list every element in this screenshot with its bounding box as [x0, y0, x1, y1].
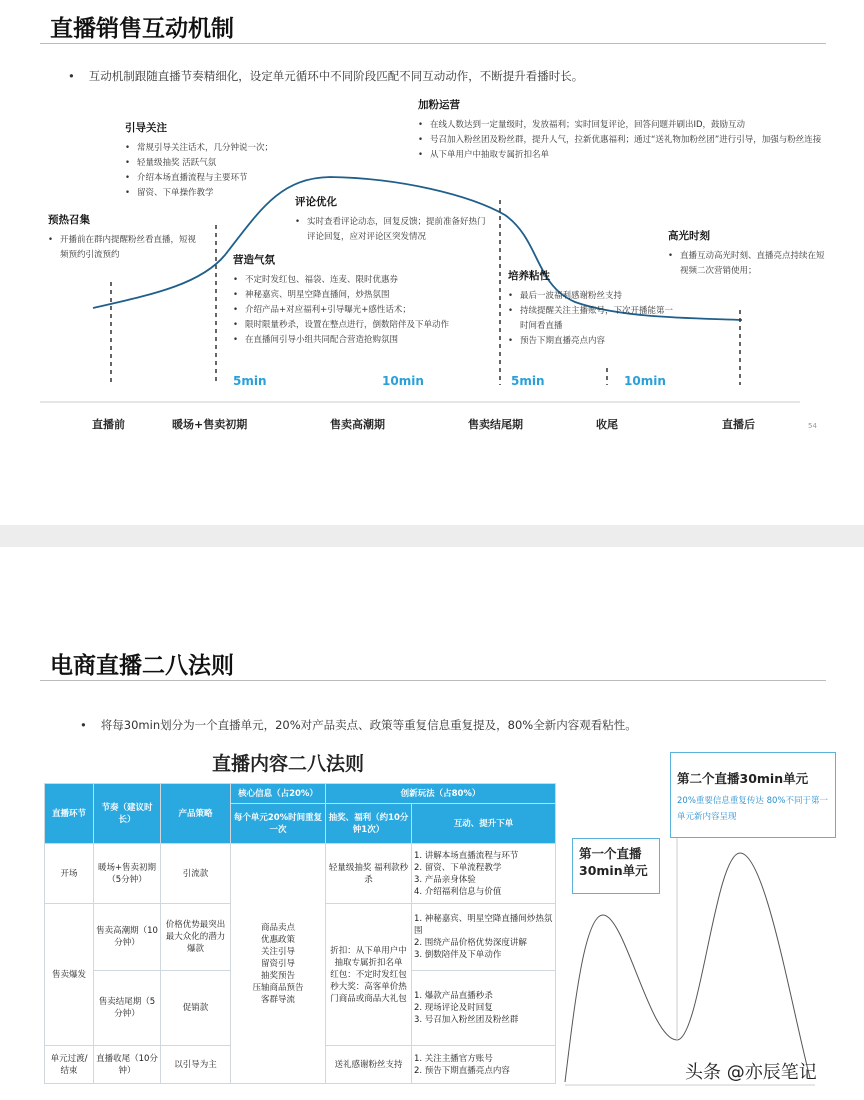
list-item: • 持续提醒关注主播账号，下次开播能第一时间看直播 [508, 304, 678, 334]
page-number: 54 [808, 422, 817, 430]
stage-label: 售卖高潮期 [330, 418, 385, 431]
section-title: 营造气氛 [233, 254, 275, 266]
list-item: • 实时查看评论动态，回复反馈；提前准备好热门评论回复，应对评论区突发情况 [295, 215, 490, 245]
cell: 售卖高潮期（10分钟） [94, 904, 161, 971]
duration-label: 5min [233, 374, 267, 388]
list-item: • 从下单用户中抽取专属折扣名单 [418, 148, 828, 163]
list-item: • 预告下期直播亮点内容 [508, 334, 678, 349]
stage-label: 售卖结尾期 [468, 418, 523, 431]
header-benefit: 抽奖、福利（约10分钟1次） [326, 804, 412, 844]
duration-label: 5min [511, 374, 545, 388]
list-item: • 号召加入粉丝团及粉丝群，提升人气，拉新优惠福利；通过“送礼物加粉丝团”进行引导，加强与粉丝连接 [418, 133, 828, 148]
header-core-sub: 每个单元20%时间重复一次 [231, 804, 326, 844]
duration-label: 10min [624, 374, 666, 388]
callout-second-unit [670, 752, 836, 838]
list-item: • 最后一波福利感谢粉丝支持 [508, 289, 678, 304]
cell: 直播收尾（10分钟） [94, 1046, 161, 1084]
list-item: • 不定时发红包、福袋、连麦、限时优惠券 [233, 273, 493, 288]
section-title: 预热召集 [48, 214, 90, 226]
header-new: 创新玩法（占80%） [326, 784, 556, 804]
cell: 轻量级抽奖 福利款秒杀 [326, 844, 412, 904]
section-title: 培养粘性 [508, 270, 550, 282]
header-product: 产品策略 [161, 784, 231, 844]
watermark: 头条 @亦辰笔记 [685, 1062, 817, 1083]
list-item: • 在线人数达到一定量级时，发放福利；实时回复评论，回答问题并刷出ID，鼓励互动 [418, 118, 828, 133]
cell: 1. 爆款产品直播秒杀 2. 现场评论及时回复 3. 号召加入粉丝团及粉丝群 [412, 971, 556, 1046]
callout-text: 20%重要信息重复传达 80%不同于第一单元新内容呈现 [677, 796, 828, 822]
table-title: 直播内容二八法则 [212, 753, 365, 775]
section-title: 加粉运营 [418, 99, 460, 111]
header-rhythm: 节奏（建议时长） [94, 784, 161, 844]
cell: 售卖结尾期（5分钟） [94, 971, 161, 1046]
cell: 开场 [45, 844, 94, 904]
callout-first-unit: 第一个直播30min单元 [572, 838, 660, 894]
slide2-title: 电商直播二八法则 [50, 653, 234, 679]
cell: 促销款 [161, 971, 231, 1046]
list-item: • 限时限量秒杀，设置在整点进行，倒数陪伴及下单动作 [233, 318, 493, 333]
cell: 以引导为主 [161, 1046, 231, 1084]
list-item: • 留资、下单操作教学 [125, 186, 315, 201]
list-item: • 介绍本场直播流程与主要环节 [125, 171, 315, 186]
stage-label: 收尾 [596, 418, 618, 431]
header-stage: 直播环节 [45, 784, 94, 844]
cell: 1. 关注主播官方账号 2. 预告下期直播亮点内容 [412, 1046, 556, 1084]
list-item: • 直播互动高光时刻、直播亮点持续在短视频二次营销使用； [668, 249, 828, 279]
section-title: 高光时刻 [668, 230, 710, 242]
section-title: 评论优化 [295, 196, 337, 208]
list-item: • 常规引导关注话术，几分钟说一次； [125, 141, 315, 156]
list-item: • 介绍产品+对应福利+引导曝光+感性话术； [233, 303, 493, 318]
cell: 送礼感谢粉丝支持 [326, 1046, 412, 1084]
slide1-title: 直播销售互动机制 [50, 16, 234, 42]
cell-core-content: 商品卖点 优惠政策 关注引导 留资引导 抽奖预告 压轴商品预告 客群导流 [231, 844, 326, 1084]
stage-label: 直播前 [92, 418, 125, 431]
header-interact: 互动、提升下单 [412, 804, 556, 844]
cell: 1. 神秘嘉宾、明星空降直播间炒热氛围 2. 围绕产品价格优势深度讲解 3. 倒数陪伴及下单动作 [412, 904, 556, 971]
cell: 售卖爆发 [45, 904, 94, 1046]
cell: 单元过渡/结束 [45, 1046, 94, 1084]
cell: 1. 讲解本场直播流程与环节 2. 留资、下单流程教学 3. 产品亲身体验 4. 介绍福利信息与价值 [412, 844, 556, 904]
cell: 暖场+售卖初期（5分钟） [94, 844, 161, 904]
callout-title: 第二个直播30min单元 [677, 771, 809, 786]
list-item: • 轻量级抽奖 活跃气氛 [125, 156, 315, 171]
duration-label: 10min [382, 374, 424, 388]
stage-label: 直播后 [722, 418, 755, 431]
slide2-intro: • 将每30min划分为一个直播单元，20%对产品卖点、政策等重复信息重复提及，80%全新内容观看粘性。 [80, 717, 637, 733]
stage-label: 暖场+售卖初期 [172, 418, 248, 431]
slide1-intro: • 互动机制跟随直播节奏精细化，设定单元循环中不同阶段匹配不同互动动作，不断提升看播时长。 [68, 68, 583, 84]
list-item: • 在直播间引导小组共同配合营造抢购氛围 [233, 333, 493, 348]
cell: 价格优势最突出 最大众化的潜力爆款 [161, 904, 231, 971]
cell: 引流款 [161, 844, 231, 904]
cell: 折扣：从下单用户中抽取专属折扣名单 红包：不定时发红包 秒大奖：高客单价热门商品或商品大礼包 [326, 904, 412, 1046]
list-item: • 开播前在群内提醒粉丝看直播，短视频预约引流预约 [48, 233, 198, 263]
section-title: 引导关注 [125, 122, 167, 134]
list-item: • 神秘嘉宾、明星空降直播间，炒热氛围 [233, 288, 493, 303]
header-core: 核心信息（占20%） [231, 784, 326, 804]
